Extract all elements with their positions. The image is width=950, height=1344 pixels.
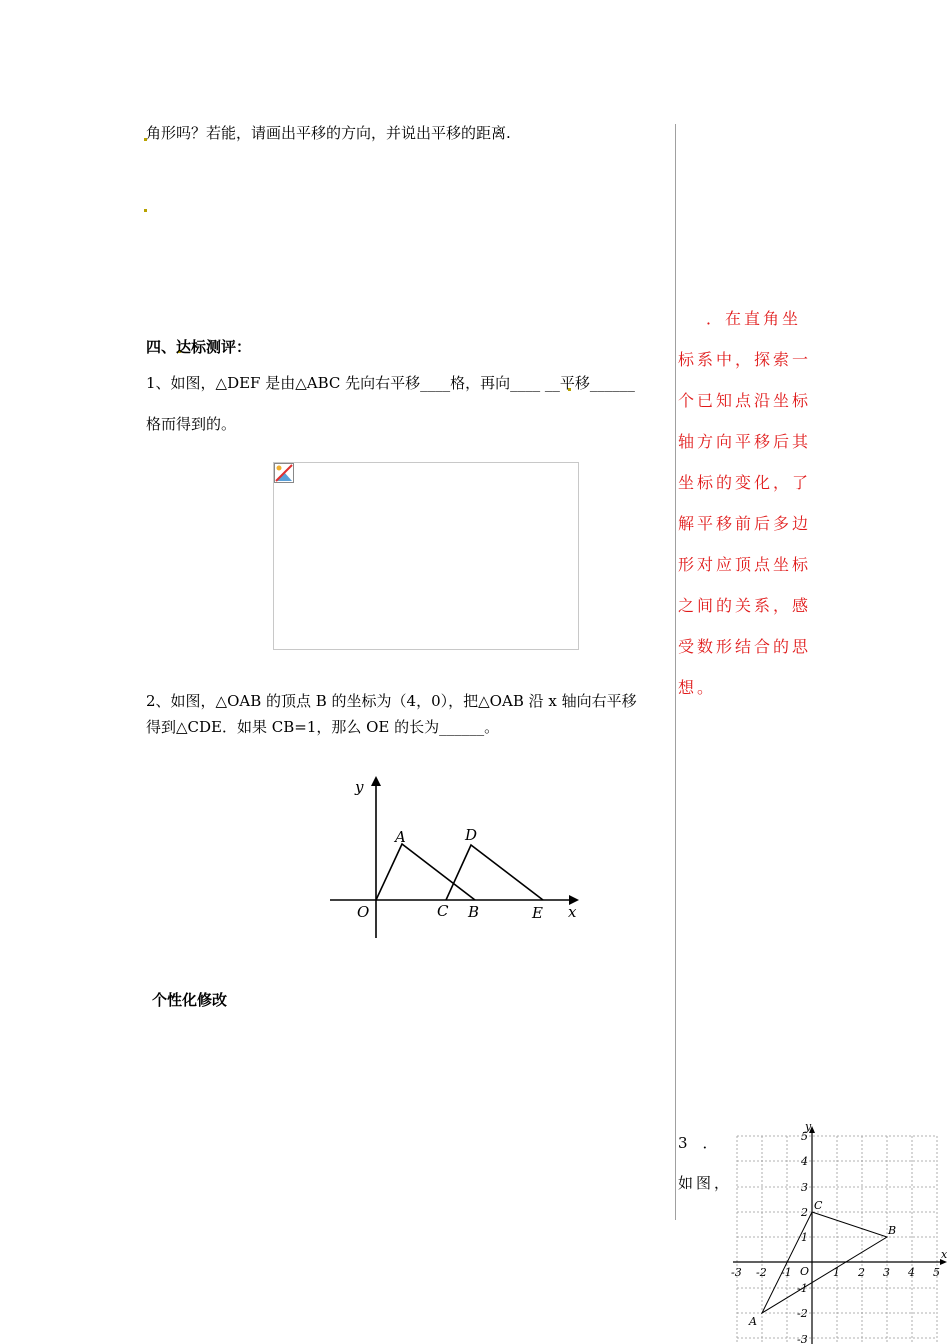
side-note-line: 轴方向平移后其 xyxy=(678,432,812,451)
label-o: O xyxy=(357,903,370,921)
broken-image-icon xyxy=(274,463,294,483)
question-1-line-2: 格而得到的。 xyxy=(146,415,237,433)
label-a: A xyxy=(395,828,406,846)
side-note-line: ．在直角坐 xyxy=(706,309,802,328)
side-note-line: 标系中，探索一 xyxy=(678,350,812,369)
question-2-line-1: 2、如图，△OAB 的顶点 B 的坐标为（4，0），把△OAB 沿 x 轴向右平移 xyxy=(146,692,637,710)
x-tick: 4 xyxy=(908,1266,915,1279)
grid-origin-label: O xyxy=(800,1265,810,1278)
grid-x-label: x xyxy=(941,1248,948,1261)
question-1-line-1: 1、如图，△DEF 是由△ABC 先向右平移____格，再向____ __平移______ xyxy=(146,374,635,392)
y-tick: 3 xyxy=(801,1181,808,1194)
point-c-label: C xyxy=(814,1199,823,1212)
label-y: y xyxy=(355,778,364,796)
x-tick: -3 xyxy=(731,1266,742,1279)
side-note-line: 想。 xyxy=(678,678,717,697)
x-tick: -1 xyxy=(781,1266,792,1279)
triangle-oab xyxy=(376,844,475,900)
y-tick: 4 xyxy=(801,1155,808,1168)
x-tick: 2 xyxy=(858,1266,865,1279)
side-note-line: 之间的关系，感 xyxy=(678,596,812,615)
y-tick: -2 xyxy=(797,1307,808,1320)
side-note-line: 个已知点沿坐标 xyxy=(678,391,812,410)
personal-edit-heading: 个性化修改 xyxy=(152,991,228,1009)
side-note-line: 坐标的变化，了 xyxy=(678,473,812,492)
y-tick: -1 xyxy=(797,1282,808,1295)
triangle-cde xyxy=(446,845,543,900)
x-tick: 3 xyxy=(883,1266,890,1279)
label-c: C xyxy=(437,902,449,920)
question-3-text: 如图， xyxy=(678,1174,733,1192)
grid-y-label: y xyxy=(805,1120,812,1133)
point-a-label: A xyxy=(749,1315,757,1328)
point-b-label: B xyxy=(888,1224,897,1237)
y-tick: 5 xyxy=(801,1130,808,1143)
side-note-line: 解平移前后多边 xyxy=(678,514,812,533)
question-2-line-2: 得到△CDE．如果 CB=1，那么 OE 的长为______。 xyxy=(146,718,500,736)
column-divider xyxy=(675,124,676,1220)
missing-image-placeholder xyxy=(273,462,579,650)
x-tick: -2 xyxy=(756,1266,767,1279)
x-tick: 5 xyxy=(933,1266,940,1279)
y-tick: 1 xyxy=(801,1231,808,1244)
coordinate-grid-figure xyxy=(725,1120,950,1344)
side-note-line: 形对应顶点坐标 xyxy=(678,555,812,574)
label-d: D xyxy=(465,826,478,844)
grid-lines xyxy=(737,1136,937,1342)
y-tick: -3 xyxy=(797,1333,808,1344)
section-heading: 四、达标测评： xyxy=(146,338,252,356)
edit-mark xyxy=(144,209,147,212)
y-axis-arrow xyxy=(371,776,381,786)
side-note xyxy=(678,298,810,708)
label-x: x xyxy=(568,903,577,921)
triangle-translation-figure xyxy=(325,770,585,942)
label-b: B xyxy=(468,903,480,921)
intro-text: 角形吗？若能，请画出平移的方向，并说出平移的距离. xyxy=(146,124,511,142)
label-e: E xyxy=(532,904,543,922)
side-note-line: 受数形结合的思 xyxy=(678,637,812,656)
y-tick: 2 xyxy=(801,1206,808,1219)
question-3-number: 3 ． xyxy=(678,1134,718,1152)
x-tick: 1 xyxy=(833,1266,840,1279)
